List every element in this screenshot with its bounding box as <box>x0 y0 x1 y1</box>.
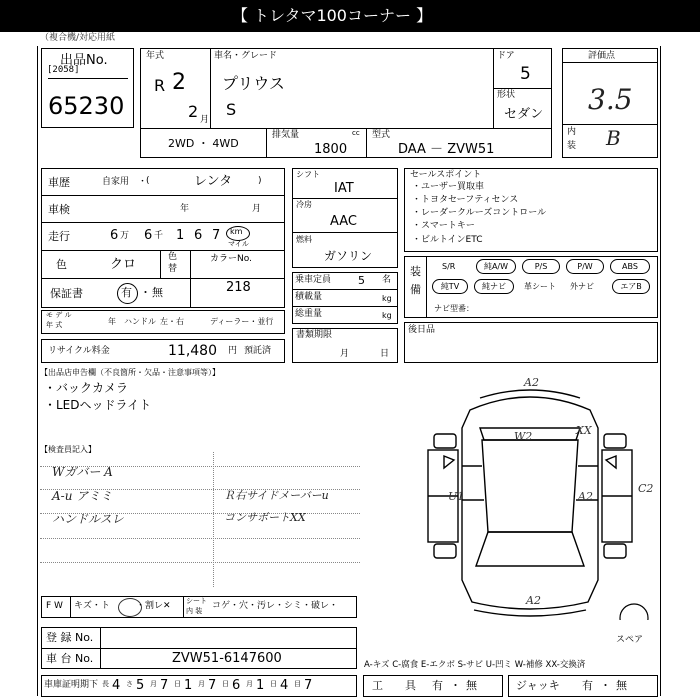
lot-underline <box>48 78 128 79</box>
color-code: 218 <box>226 280 251 295</box>
spare-tire-circle <box>620 604 648 620</box>
history-label: 車歴 <box>48 176 70 189</box>
year-value: 2 <box>172 70 186 95</box>
score-value: 3.5 <box>588 83 633 116</box>
insp-note-right-1: Ｒ右サイドメーバーu <box>224 489 329 502</box>
equip-airbag: エアB <box>612 279 650 294</box>
tools-label: 工 具 <box>372 679 416 692</box>
recycle-value: 11,480 <box>168 343 217 359</box>
interior-value: B <box>606 126 621 150</box>
car-grade: S <box>226 100 237 119</box>
mileage-unit-km: km <box>230 227 243 236</box>
equip-sr: S/R <box>442 262 456 271</box>
capacity-value: 5 <box>358 274 365 287</box>
cert-digit: 4 <box>280 678 289 693</box>
cert-unit: 長 <box>102 680 109 688</box>
interior-line <box>562 124 658 125</box>
diag-mark-front: A2 <box>524 376 539 389</box>
equip-navi: 純ナビ <box>474 279 514 294</box>
color-label: 色 <box>56 258 67 271</box>
color-code-label: カラーNo. <box>210 254 252 264</box>
diag-mark-xx: XX <box>576 424 592 437</box>
shape-value: セダン <box>504 107 544 122</box>
registration-divider <box>100 627 101 669</box>
car-diagram <box>400 370 660 620</box>
lot-label: 出品No. <box>60 53 108 68</box>
interior-label-2: 装 <box>567 141 577 151</box>
cert-unit: 月 <box>198 680 205 688</box>
color-change-1: 色 <box>168 252 178 262</box>
history-paren-open: ( <box>146 176 150 186</box>
top-note: （複合機/対応用紙 <box>40 33 116 43</box>
car-name: プリウス <box>222 74 285 93</box>
tools-yes: 有 <box>432 679 443 692</box>
sales-point-3: ・レーダークルーズコントロール <box>412 208 547 218</box>
color-change-2: 替 <box>168 264 178 274</box>
mileage-d2: 6 <box>144 228 153 243</box>
inspector-label: 【検査員記入】 <box>40 445 96 454</box>
mileage-d1: 6 <box>110 228 119 243</box>
frame-right <box>660 46 661 696</box>
mileage-unit-mile: マイル <box>228 240 249 248</box>
inspection-month-unit: 月 <box>252 204 262 214</box>
seller-note-2: ・LEDヘッドライト <box>44 398 152 412</box>
sales-point-5: ・ビルトインETC <box>412 235 483 245</box>
diag-mark-roof: W2 <box>514 430 533 443</box>
gross-unit: kg <box>382 311 392 320</box>
sales-point-1: ・ユーザー買取車 <box>412 182 485 192</box>
displacement-unit: cc <box>352 129 360 137</box>
gross-label: 総重量 <box>295 309 323 319</box>
equip-ext-navi: 外ナビ <box>570 282 594 291</box>
displacement-label: 排気量 <box>272 130 300 140</box>
color-divider <box>190 250 191 308</box>
spec-row2 <box>292 232 398 233</box>
insp-note-left-3: ハンドルスレ <box>52 512 124 526</box>
inspection-label: 車検 <box>48 203 70 216</box>
equip-ps: P/S <box>522 259 560 274</box>
doors-label: ドア <box>497 51 515 61</box>
equip-aw: 純A/W <box>476 259 516 274</box>
cert-unit: 日 <box>222 680 229 688</box>
cert-digit: 4 <box>112 678 121 693</box>
seat-label-1: シート <box>186 597 207 605</box>
details-row3 <box>41 250 285 251</box>
insp-col-divider <box>213 452 214 587</box>
cert-unit: さ <box>126 680 133 688</box>
fw-divider <box>70 596 71 618</box>
capacity-row2 <box>292 306 398 307</box>
details-row2 <box>41 222 285 223</box>
tools-dot: ・ <box>450 679 461 692</box>
equip-tv: 純TV <box>432 279 468 294</box>
load-label: 積載量 <box>295 292 323 302</box>
interior-label-1: 内 <box>567 127 577 137</box>
model-label: 型式 <box>372 130 391 140</box>
mileage-d5: 7 <box>212 228 221 243</box>
car-name-label: 車名・グレード <box>214 51 278 61</box>
displacement-value: 1800 <box>314 142 348 157</box>
seat-label-2: 内 装 <box>186 607 203 615</box>
shift-label: シフト <box>296 170 320 179</box>
handle-label: ハンドル <box>124 317 156 326</box>
inspection-year-unit: 年 <box>180 204 190 214</box>
insp-line-4 <box>40 538 360 539</box>
model-year-label-2: 年 式 <box>46 321 63 329</box>
cert-unit: 月 <box>246 680 253 688</box>
handle-value: 左・右 <box>160 317 184 326</box>
later-items-label: 後日品 <box>408 325 436 335</box>
warranty-dot: ・ <box>140 286 151 299</box>
sales-point-4: ・スマートキー <box>412 221 475 231</box>
later-items-box <box>404 322 658 363</box>
mileage-u2: 千 <box>154 231 164 241</box>
diag-mark-right-door: A2 <box>578 490 593 503</box>
dealer-label: ディーラー・並行 <box>210 317 274 326</box>
fw-label: F W <box>46 601 63 611</box>
equip-pw: P/W <box>566 259 604 274</box>
registration-label: 登 録 No. <box>46 631 94 644</box>
load-unit: kg <box>382 294 392 303</box>
mileage-label: 走行 <box>48 230 70 243</box>
cert-digit: 1 <box>184 678 193 693</box>
insp-note-right-2: コンサボートXX <box>224 511 306 524</box>
jack-label: ジャッキ <box>516 679 560 692</box>
model-year-label-1: モ デ ル <box>46 311 72 319</box>
cert-digit: 6 <box>232 678 241 693</box>
jack-dot: ・ <box>600 679 611 692</box>
cert-label: 車庫証明期下 <box>44 680 99 690</box>
color-value: クロ <box>110 257 137 272</box>
seller-notes-label: 【出品店申告欄（不良箇所・欠品・注意事項等）】 <box>40 368 220 377</box>
warranty-label: 保証書 <box>50 287 83 300</box>
cert-unit: 目 <box>294 680 301 688</box>
cert-digit: 7 <box>304 678 313 693</box>
sales-points-label: セールスポイント <box>410 170 482 180</box>
lot-number: 65230 <box>48 92 125 120</box>
fuel-value: ガソリン <box>324 249 373 263</box>
equipment-label-1: 装 <box>410 265 421 278</box>
capacity-row1 <box>292 289 398 290</box>
model-value: DAA － ZVW51 <box>398 142 495 157</box>
cert-unit: 日 <box>174 680 181 688</box>
cert-digit: 5 <box>136 678 145 693</box>
score-label-line <box>562 62 658 63</box>
cert-digit: 1 <box>256 678 265 693</box>
color-change-divider <box>160 250 161 278</box>
shape-label: 形状 <box>497 90 516 100</box>
mileage-u1: 万 <box>120 231 130 241</box>
jack-no: 無 <box>616 679 627 692</box>
cert-digit: 7 <box>160 678 169 693</box>
main-info-row-line <box>140 128 552 129</box>
insp-line-5 <box>40 562 360 563</box>
model-year-unit: 年 <box>108 317 116 326</box>
warranty-no: 無 <box>152 286 163 299</box>
header-title: 【 トレタマ100コーナー 】 <box>232 6 433 25</box>
mileage-d4: 6 <box>194 228 203 243</box>
cert-unit: 日 <box>270 680 277 688</box>
recycle-label: リサイクル料金 <box>48 346 110 356</box>
jack-yes: 有 <box>582 679 593 692</box>
seller-note-1: ・バックカメラ <box>44 381 129 395</box>
defect-legend: A-キズ C-腐食 E-エクボ S-サビ U-凹ミ W-補修 XX-交換済 <box>364 660 586 670</box>
doors-value: 5 <box>520 64 531 84</box>
doc-deadline-label: 書類期限 <box>296 330 333 340</box>
navi-model-label: ナビ型番： <box>434 304 474 313</box>
diag-mark-rear: A2 <box>526 594 541 607</box>
history-dot: ・ <box>138 177 148 187</box>
equipment-label-2: 備 <box>410 283 421 296</box>
fw-defects-rest: ・割レ✕ <box>136 601 171 611</box>
chassis-label: 車 台 No. <box>46 652 94 665</box>
sales-point-2: ・トヨタセーフティセンス <box>412 195 519 205</box>
details-row1 <box>41 195 285 196</box>
tools-no: 無 <box>466 679 477 692</box>
doc-deadline-month: 月 <box>340 349 350 359</box>
drive-type: 2WD ・ 4WD <box>168 137 239 150</box>
equipment-divider <box>426 256 427 318</box>
details-row4 <box>41 278 285 279</box>
equip-leather: 革シート <box>524 282 556 291</box>
recycle-deposit: 預託済 <box>244 346 272 356</box>
score-label: 評価点 <box>588 51 616 61</box>
insp-note-left-2: A-u アミミ <box>52 489 113 503</box>
insp-note-left-1: Wガバー A <box>52 465 113 479</box>
history-paren-close: ) <box>258 176 262 186</box>
doc-deadline-day: 日 <box>380 349 390 359</box>
cert-unit: 月 <box>150 680 157 688</box>
diag-mark-right-panel: C2 <box>638 482 654 495</box>
year-era: R <box>154 76 166 95</box>
capacity-unit: 名 <box>382 275 392 285</box>
year-month: 2 <box>188 102 199 121</box>
history-value: レンタ <box>194 174 233 189</box>
mileage-d3: 1 <box>176 228 185 243</box>
year-month-unit: 月 <box>200 115 210 125</box>
ac-label: 冷房 <box>296 200 312 209</box>
seat-divider <box>183 596 184 618</box>
year-divider <box>210 48 211 128</box>
history-own: 自家用 <box>102 177 130 187</box>
recycle-unit: 円 <box>228 346 238 356</box>
ac-value: AAC <box>330 214 357 229</box>
capacity-label: 乗車定員 <box>295 275 332 285</box>
drive-divider <box>266 128 267 158</box>
diag-mark-left: U1 <box>448 490 465 503</box>
car-rear-glass <box>476 532 584 566</box>
shift-value: IAT <box>334 181 354 196</box>
registration-row <box>41 648 357 649</box>
chassis-value: ZVW51-6147600 <box>172 651 282 666</box>
warranty-yes: 有 <box>121 286 132 299</box>
seat-defects: コゲ・穴・汚レ・シミ・破レ・ <box>212 601 339 611</box>
disp-divider <box>366 128 367 158</box>
fw-defects: キズ・ト <box>74 601 110 611</box>
frame-left <box>37 46 38 696</box>
year-label: 年式 <box>146 51 165 61</box>
car-roof <box>482 440 578 532</box>
cert-digit: 7 <box>208 678 217 693</box>
spec-row1 <box>292 198 398 199</box>
equip-abs: ABS <box>610 259 650 274</box>
door-shape-line <box>493 88 552 89</box>
fuel-label: 燃料 <box>296 235 312 244</box>
lot-tag: [2058] <box>47 65 80 75</box>
spare-label: スペア <box>616 635 644 645</box>
